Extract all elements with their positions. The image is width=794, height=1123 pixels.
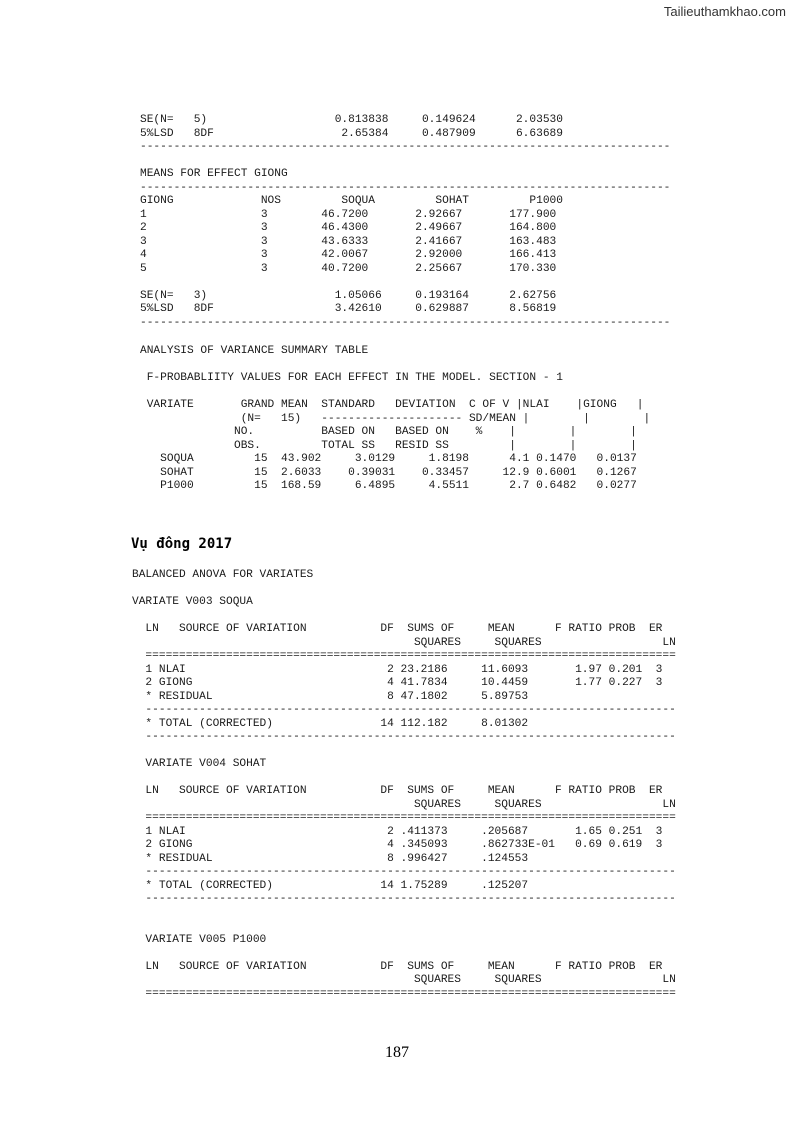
section1-se-lsd: SE(N= 5) 0.813838 0.149624 2.03530 5%LSD 8DF 2.65384 0.487909 6.63689 -------------------------------------------------------------------------------	[140, 114, 671, 153]
balanced-anova-block: BALANCED ANOVA FOR VARIATES VARIATE V003 SOQUA LN SOURCE OF VARIATION DF SUMS OF MEAN F RATIO PROB ER SQUARES SQUARES LN =============================================================================== 1 NLAI 2 23.2186 11.6093 1.97 0.201 3 2 GIONG 4 41.7834 10.4459 1.77 0.227 3 * RESIDUAL 8 47.1802 5.89753 ------------------------------------------------------------------------------- * TOTAL (CORRECTED) 14 112.182 8.01302 ------------------------------------------------------------------------------- VARIATE V004 SOHAT LN SOURCE OF VARIATION DF SUMS OF MEAN F RATIO PROB ER SQUARES SQUARES LN =============================================================================== 1 NLAI 2 .411373 .205687 1.65 0.251 3 2 GIONG 4 .345093 .862733E-01 0.69 0.619 3 * RESIDUAL 8 .996427 .124553 ------------------------------------------------------------------------------- * TOTAL (CORRECTED) 14 1.75289 .125207 ------------------------------------------------------------------------------- VARIATE V005 P1000 LN SOURCE OF VARIATION DF SUMS OF MEAN F RATIO PROB ER SQUARES SQUARES LN ===============================================================================	[132, 569, 676, 1000]
means-giong-table: MEANS FOR EFFECT GIONG ------------------------------------------------------------------------------- GIONG NOS SOQUA SOHAT P1000 1 3 46.7200 2.92667 177.900 2 3 46.4300 2.49667 164.800 3 3 43.6333 2.41667 163.483 4 3 42.0067 2.92000 166.413 5 3 40.7200 2.25667 170.330 SE(N= 3) 1.05066 0.193164 2.62756 5%LSD 8DF 3.42610 0.629887 8.56819 -------------------------------------------------------------------------------	[140, 168, 671, 329]
page-number: 187	[385, 1044, 409, 1061]
section-heading: Vụ đông 2017	[131, 536, 233, 552]
watermark: Tailieuthamkhao.com	[663, 4, 786, 19]
anova-summary-table: ANALYSIS OF VARIANCE SUMMARY TABLE F-PROBABLIITY VALUES FOR EACH EFFECT IN THE MODEL. SECTION - 1 VARIATE GRAND MEAN STANDARD DEVIATION C OF V |NLAI |GIONG | (N= 15) --------------------- SD/MEAN | | | NO. BASED ON BASED ON % | | | OBS. TOTAL SS RESID SS | | | SOQUA 15 43.902 3.0129 1.8198 4.1 0.1470 0.0137 SOHAT 15 2.6033 0.39031 0.33457 12.9 0.6001 0.1267 P1000 15 168.59 6.4895 4.5511 2.7 0.6482 0.0277	[140, 345, 651, 492]
